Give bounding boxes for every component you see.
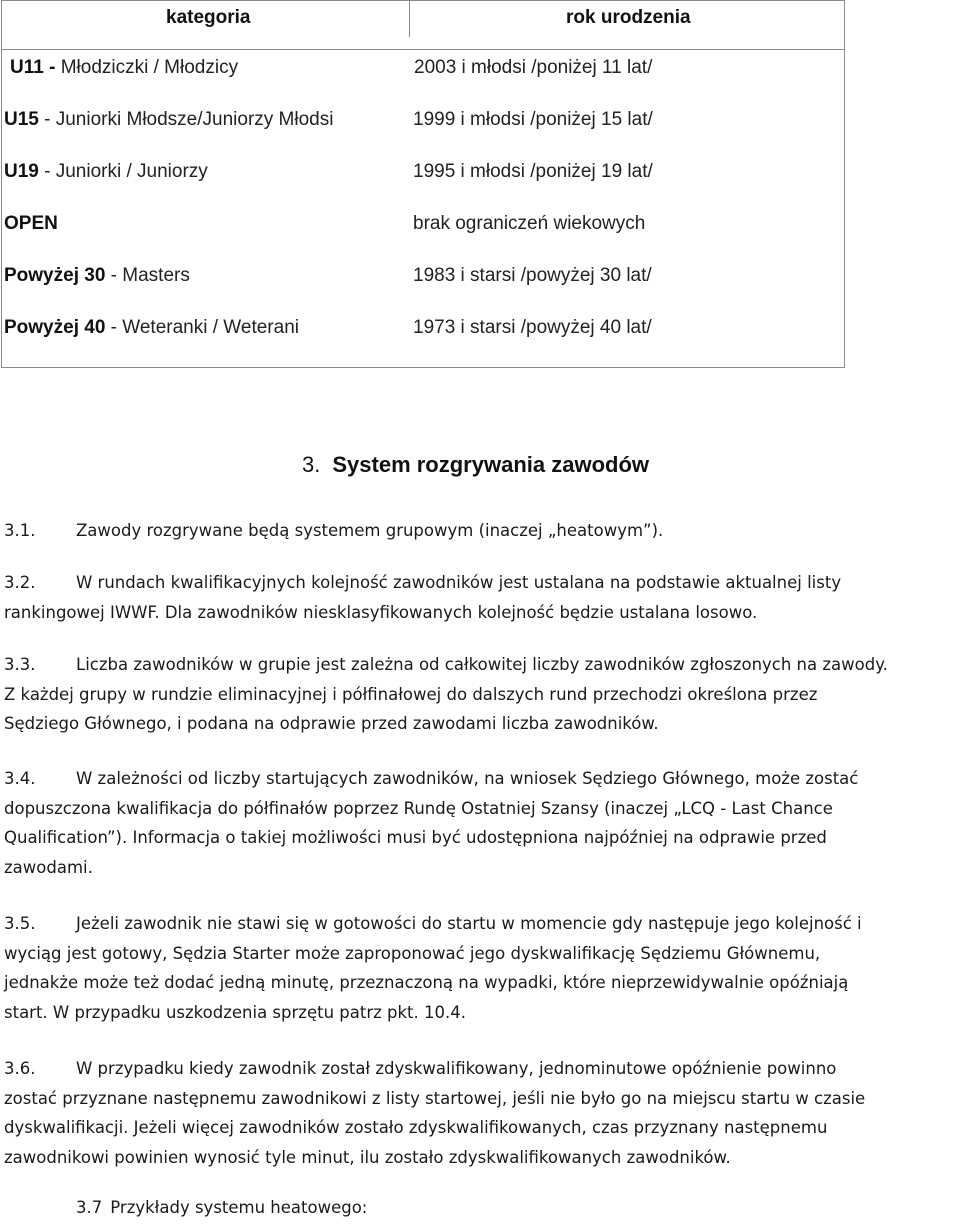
table-row xyxy=(2,102,844,142)
paragraph-line: dyskwalifikacji. Jeżeli więcej zawodników zostało zdyskwalifikowanych, czas przyznany następnemu xyxy=(4,1118,828,1137)
category-cell: OPEN xyxy=(4,213,58,234)
year-cell: brak ograniczeń wiekowych xyxy=(413,213,646,234)
header-category: kategoria xyxy=(166,7,251,28)
paragraph-line: W rundach kwalifikacyjnych kolejność zawodników jest ustalana na podstawie aktualnej listy xyxy=(76,573,842,592)
year-cell: 1973 i starsi /powyżej 40 lat/ xyxy=(413,317,652,338)
header-divider xyxy=(409,1,410,37)
paragraph-line: rankingowej IWWF. Dla zawodników niesklasyfikowanych kolejność będzie ustalana losowo. xyxy=(4,602,758,622)
table-row xyxy=(2,310,844,350)
category-cell: Powyżej 30 - Masters xyxy=(4,265,190,286)
paragraph-line: wyciąg jest gotowy, Sędzia Starter może zaproponować jego dyskwalifikację Sędziemu Głównemu, xyxy=(4,943,821,963)
subsection-title: Przykłady systemu heatowego: xyxy=(110,1198,368,1217)
year-cell: 1999 i młodsi /poniżej 15 lat/ xyxy=(413,109,653,130)
paragraph-number: 3.6. xyxy=(4,1059,36,1078)
paragraph-number: 3.2. xyxy=(4,573,36,592)
paragraph-line: zostać przyznane następnemu zawodnikowi z listy startowej, jeśli nie było go na miejscu startu w czasie xyxy=(4,1088,866,1108)
paragraph-line: W przypadku kiedy zawodnik został zdyskwalifikowany, jednominutowe opóźnienie powinno xyxy=(76,1059,837,1078)
table-row xyxy=(2,154,844,194)
paragraph-line: W zależności od liczby startujących zawodników, na wniosek Sędziego Głównego, może zostać xyxy=(76,769,859,788)
paragraph-line: jednakże może też dodać jedną minutę, przeznaczoną na wypadki, które nieprzewidywalnie opóźniają xyxy=(4,973,849,992)
year-cell: 1983 i starsi /powyżej 30 lat/ xyxy=(413,265,652,286)
section-number: 3. xyxy=(302,452,321,477)
paragraph-3-1 xyxy=(4,516,959,546)
category-cell: U15 - Juniorki Młodsze/Juniorzy Młodsi xyxy=(4,109,334,130)
table-row xyxy=(2,206,844,246)
paragraph-number: 3.1. xyxy=(4,521,36,540)
category-cell: U11 - Młodziczki / Młodzicy xyxy=(10,57,239,78)
section-title: System rozgrywania zawodów xyxy=(332,452,649,477)
paragraph-line: zawodami. xyxy=(4,857,93,877)
paragraph-number: 3.3. xyxy=(4,655,36,674)
paragraph-3-6 xyxy=(4,1054,959,1172)
paragraph-line: Zawody rozgrywane będą systemem grupowym (inaczej „heatowym”). xyxy=(76,521,664,540)
table-row xyxy=(2,258,844,298)
paragraph-line: start. W przypadku uszkodzenia sprzętu patrz pkt. 10.4. xyxy=(4,1002,466,1022)
paragraph-3-4 xyxy=(4,764,959,882)
subsection-heading xyxy=(76,1198,367,1217)
section-heading xyxy=(302,452,649,478)
paragraph-number: 3.5. xyxy=(4,914,36,933)
category-table xyxy=(1,0,845,368)
paragraph-3-5 xyxy=(4,909,959,1027)
paragraph-line: Z każdej grupy w rundzie eliminacyjnej i półfinałowej do dalszych rund przechodzi określona przez xyxy=(4,684,818,704)
paragraph-line: Liczba zawodników w grupie jest zależna od całkowitej liczby zawodników zgłoszonych na zawody. xyxy=(76,655,888,674)
paragraph-line: Qualification”). Informacja o takiej możliwości musi być udostępniona najpóźniej na odprawie przed xyxy=(4,828,827,847)
subsection-number: 3.7 xyxy=(76,1198,103,1217)
paragraph-number: 3.4. xyxy=(4,769,36,788)
paragraph-line: Jeżeli zawodnik nie stawi się w gotowości do startu w momencie gdy następuje jego kolejność i xyxy=(76,914,862,933)
category-cell: U19 - Juniorki / Juniorzy xyxy=(4,161,208,182)
year-cell: 2003 i młodsi /poniżej 11 lat/ xyxy=(414,57,653,78)
year-cell: 1995 i młodsi /poniżej 19 lat/ xyxy=(413,161,653,182)
paragraph-3-2 xyxy=(4,568,959,627)
paragraph-line: zawodnikowi powinien wynosić tyle minut, ilu zostało zdyskwalifikowanych zawodników. xyxy=(4,1147,731,1167)
header-birth-year: rok urodzenia xyxy=(566,7,691,28)
table-row xyxy=(2,49,844,90)
paragraph-line: Sędziego Głównego, i podana na odprawie przed zawodami liczba zawodników. xyxy=(4,714,659,733)
paragraph-line: dopuszczona kwalifikacja do półfinałów poprzez Rundę Ostatniej Szansy (inaczej „LCQ - Last Chance xyxy=(4,798,833,818)
category-cell: Powyżej 40 - Weteranki / Weterani xyxy=(4,317,299,338)
paragraph-3-3 xyxy=(4,650,959,739)
